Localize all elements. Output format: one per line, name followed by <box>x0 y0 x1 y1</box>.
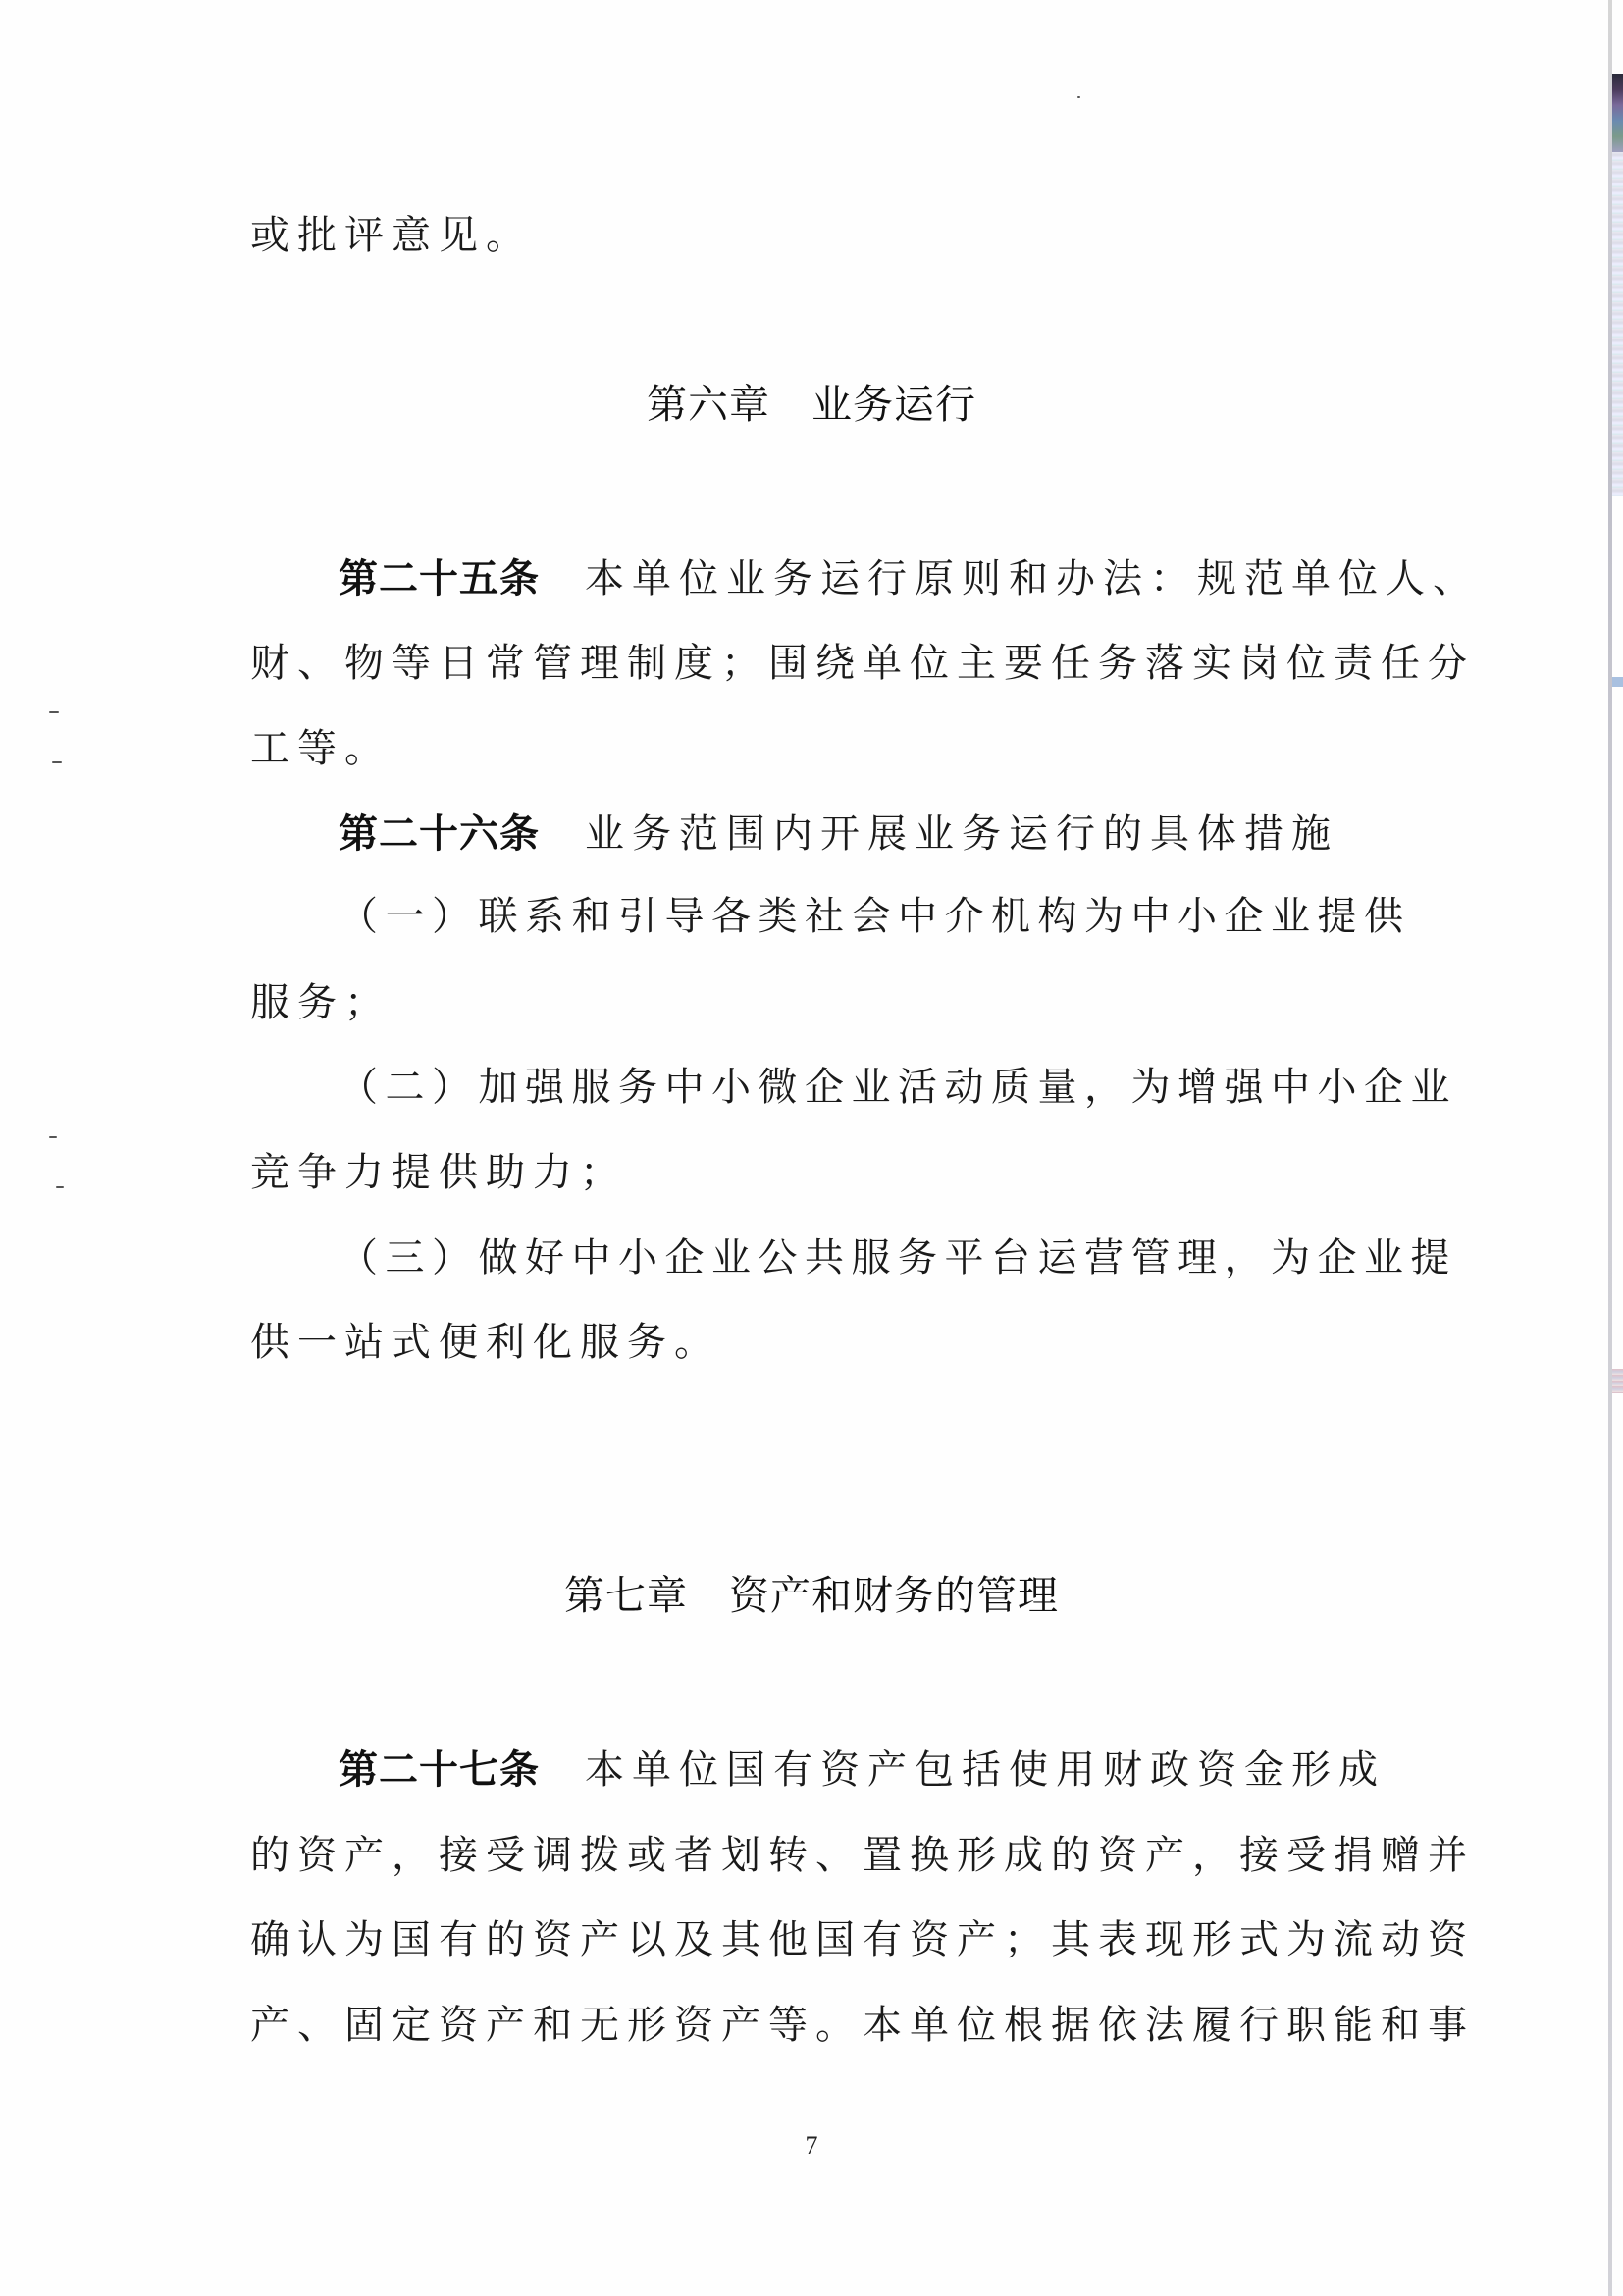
article-27-line-1 <box>339 1747 1386 1794</box>
article-26-item-1-line-2: 服务； <box>250 980 392 1025</box>
article-27-number: 第二十七条 <box>339 1748 540 1793</box>
article-25-line-1 <box>339 555 1480 602</box>
chapter-6-title: 第六章 业务运行 <box>647 381 976 428</box>
article-27-line-2: 的资产，接受调拨或者划转、置换形成的资产，接受捐赠并 <box>250 1833 1475 1878</box>
scan-color-strip <box>1612 677 1623 687</box>
article-27-line-4: 产、固定资产和无形资产等。本单位根据依法履行职能和事 <box>250 2003 1475 2048</box>
article-26-item-1-line-1: （一）联系和引导各类社会中介机构为中小企业提供 <box>339 894 1411 939</box>
article-25-text-1: 本单位业务运行原则和办法：规范单位人、 <box>585 556 1480 601</box>
page-number: 7 <box>805 2131 818 2160</box>
article-25-line-3: 工等。 <box>250 726 392 771</box>
scan-speck <box>49 1136 57 1138</box>
article-26-item-3-line-2: 供一站式便利化服务。 <box>250 1320 721 1365</box>
article-27-line-3: 确认为国有的资产以及其他国有资产；其表现形式为流动资 <box>250 1917 1475 1962</box>
scan-color-strip <box>1612 152 1623 496</box>
article-26-number: 第二十六条 <box>339 811 540 857</box>
article-26-line-1 <box>339 810 1338 858</box>
scan-color-strip <box>1612 74 1623 152</box>
article-25-number: 第二十五条 <box>339 556 540 601</box>
chapter-7-title: 第七章 资产和财务的管理 <box>564 1572 1059 1619</box>
article-27-text-1: 本单位国有资产包括使用财政资金形成 <box>585 1748 1386 1793</box>
scan-speck <box>49 711 59 713</box>
scan-color-strip <box>1612 1369 1623 1393</box>
scan-speck <box>56 1186 64 1188</box>
scan-speck <box>52 761 62 763</box>
article-26-item-3-line-1: （三）做好中小企业公共服务平台运营管理，为企业提 <box>339 1235 1457 1280</box>
article-26-item-2-line-2: 竞争力提供助力； <box>250 1150 627 1195</box>
article-26-text-1: 业务范围内开展业务运行的具体措施 <box>585 811 1338 857</box>
scan-speck <box>1077 96 1080 98</box>
article-26-item-2-line-1: （二）加强服务中小微企业活动质量，为增强中小企业 <box>339 1065 1457 1110</box>
article-25-line-2: 财、物等日常管理制度；围绕单位主要任务落实岗位责任分 <box>250 641 1475 686</box>
continuation-text: 或批评意见。 <box>250 213 533 258</box>
